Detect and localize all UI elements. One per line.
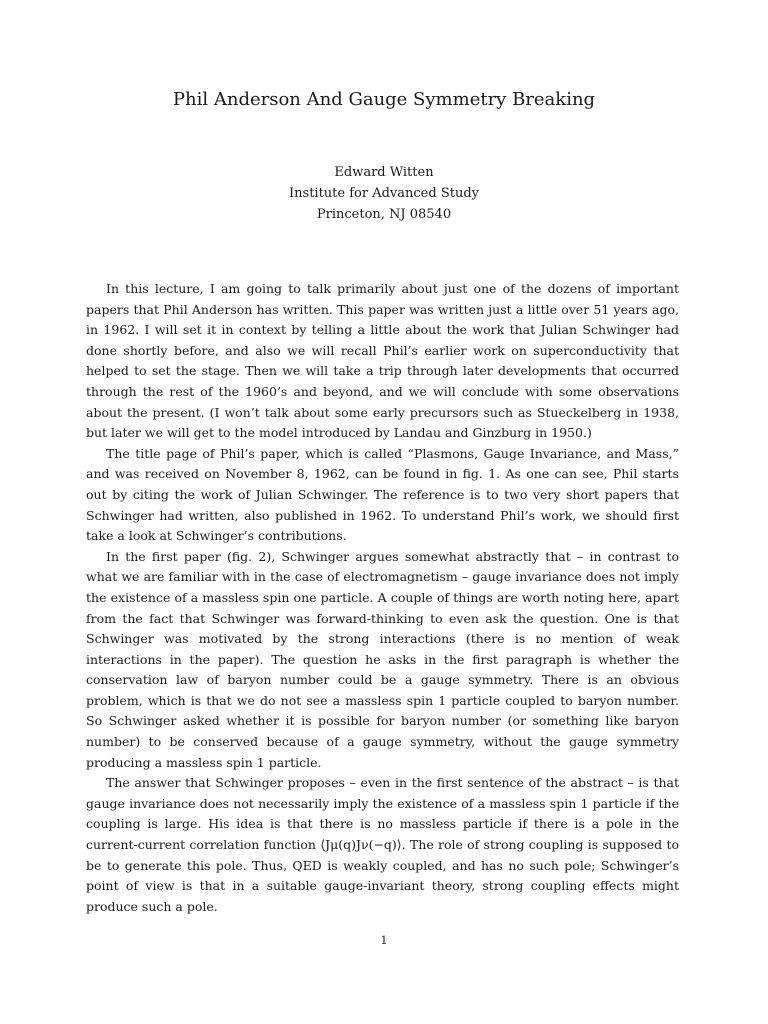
body-paragraph: In the first paper (fig. 2), Schwinger argues somewhat abstractly that – in contrast to what we are familiar with in the case of electromagnetism – gauge invariance does not imply the existence of a massless spin one particle. A couple of things are worth noting here, apart from the fact that Schwinger was forward-thinking to even ask the question. One is that Schwinger was motivated by the strong interactions (there is no mention of weak interactions in the paper). The question he asks in the first paragraph is whether the conservation law of baryon number could be a gauge symmetry. There is an obvious problem, which is that we do not see a massless spin 1 particle coupled to baryon number. So Schwinger asked whether it is possible for baryon number (or something like baryon number) to be conserved because of a gauge symmetry, without the gauge symmetry producing a massless spin 1 particle. <box>86 548 679 770</box>
paper-body <box>86 279 679 917</box>
author-affiliation: Institute for Advanced Study <box>289 186 479 201</box>
body-paragraph: In this lecture, I am going to talk primarily about just one of the dozens of important papers that Phil Anderson has written. This paper was written just a little over 51 years ago, in 1962. I will set it in context by telling a little about the work that Julian Schwinger had done shortly before, and also we will recall Phil’s earlier work on superconductivity that helped to set the stage. Then we will take a trip through later developments that occurred through the rest of the 1960’s and beyond, and we will conclude with some observations about the present. (I won’t talk about some early precursors such as Stueckelberg in 1938, but later we will get to the model introduced by Landau and Ginzburg in 1950.) <box>86 281 679 441</box>
author-name: Edward Witten <box>334 165 434 180</box>
author-block <box>0 162 768 225</box>
body-paragraph: The title page of Phil’s paper, which is called “Plasmons, Gauge Invariance, and Mass,” and was received on November 8, 1962, can be found in fig. 1. As one can see, Phil starts out by citing the work of Julian Schwinger. The reference is to two very short papers that Schwinger had written, also published in 1962. To understand Phil’s work, we should first take a look at Schwinger’s contributions. <box>86 445 679 544</box>
body-paragraph: The answer that Schwinger proposes – even in the first sentence of the abstract – is that gauge invariance does not necessarily imply the existence of a massless spin 1 particle if the coupling is large. His idea is that there is no massless particle if there is a pole in the current-current correlation function ⟨Jμ(q)Jν(−q)⟩. The role of strong coupling is supposed to be to generate this pole. Thus, QED is weakly coupled, and has no such pole; Schwinger’s point of view is that in a suitable gauge-invariant theory, strong coupling effects might produce such a pole. <box>86 775 679 914</box>
paper-title: Phil Anderson And Gauge Symmetry Breaking <box>172 89 596 110</box>
author-location: Princeton, NJ 08540 <box>316 207 452 222</box>
page-number: 1 <box>380 934 388 947</box>
